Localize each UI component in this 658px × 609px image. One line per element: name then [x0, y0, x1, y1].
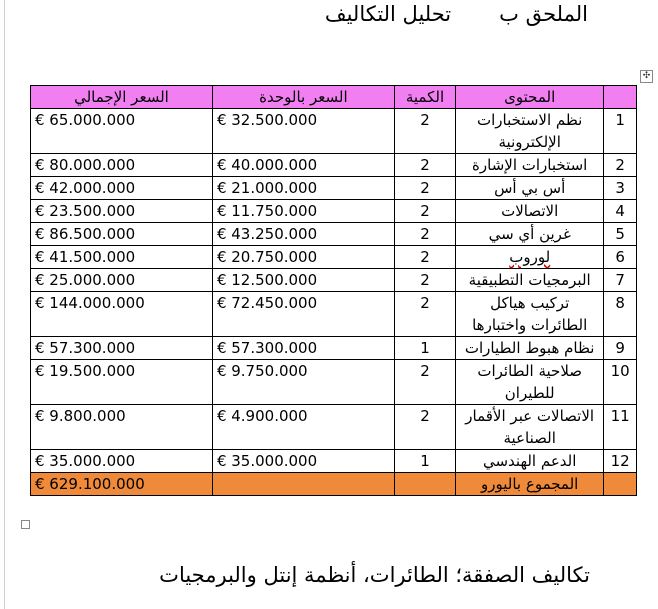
- appendix-label: الملحق ب: [499, 2, 588, 26]
- row-qty: 2: [394, 269, 455, 292]
- row-qty: 2: [394, 292, 455, 337]
- row-unit-price: € 32.500.000: [212, 109, 394, 154]
- row-unit-price: € 12.500.000: [212, 269, 394, 292]
- table-move-handle-icon[interactable]: ✣: [640, 70, 653, 83]
- row-number: 6: [604, 246, 637, 269]
- row-unit-price: € 72.450.000: [212, 292, 394, 337]
- table-row: [31, 200, 637, 223]
- table-row: [31, 292, 637, 337]
- row-total-price: € 23.500.000: [31, 200, 213, 223]
- row-number: 11: [604, 405, 637, 450]
- row-content: نظام هبوط الطيارات: [456, 337, 604, 360]
- appendix-heading: [325, 2, 588, 26]
- row-unit-price: € 40.000.000: [212, 154, 394, 177]
- row-content: الدعم الهندسي: [456, 450, 604, 473]
- row-content: غرين أي سي: [456, 223, 604, 246]
- row-total-price: € 65.000.000: [31, 109, 213, 154]
- row-qty: 2: [394, 154, 455, 177]
- row-number: 10: [604, 360, 637, 405]
- table-row: [31, 246, 637, 269]
- row-total-price: € 80.000.000: [31, 154, 213, 177]
- page-margin-line: [4, 0, 5, 609]
- row-total-price: € 19.500.000: [31, 360, 213, 405]
- row-number: 9: [604, 337, 637, 360]
- row-number: 2: [604, 154, 637, 177]
- row-total-price: € 41.500.000: [31, 246, 213, 269]
- row-total-price: € 86.500.000: [31, 223, 213, 246]
- row-qty: 1: [394, 337, 455, 360]
- spellcheck-marked-word[interactable]: لوروب: [509, 248, 551, 266]
- table-row: [31, 269, 637, 292]
- row-qty: 2: [394, 109, 455, 154]
- header-num: [604, 86, 637, 109]
- total-unit-price: [212, 473, 394, 496]
- row-total-price: € 35.000.000: [31, 450, 213, 473]
- total-row: [31, 473, 637, 496]
- row-qty: 2: [394, 405, 455, 450]
- table-caption: تكاليف الصفقة؛ الطائرات، أنظمة إنتل والبرمجيات: [159, 563, 590, 587]
- table-header-row: [31, 86, 637, 109]
- row-unit-price: € 9.750.000: [212, 360, 394, 405]
- row-total-price: € 144.000.000: [31, 292, 213, 337]
- header-qty: الكمية: [394, 86, 455, 109]
- table-row: [31, 154, 637, 177]
- table-row: [31, 109, 637, 154]
- row-total-price: € 42.000.000: [31, 177, 213, 200]
- total-qty: [394, 473, 455, 496]
- row-unit-price: € 43.250.000: [212, 223, 394, 246]
- cost-table: [30, 85, 637, 496]
- row-total-price: € 25.000.000: [31, 269, 213, 292]
- row-unit-price: € 57.300.000: [212, 337, 394, 360]
- header-total-price: السعر الإجمالي: [31, 86, 213, 109]
- row-number: 4: [604, 200, 637, 223]
- row-number: 5: [604, 223, 637, 246]
- row-qty: 2: [394, 223, 455, 246]
- row-total-price: € 57.300.000: [31, 337, 213, 360]
- table-row: [31, 360, 637, 405]
- row-content: البرمجيات التطبيقية: [456, 269, 604, 292]
- row-number: 12: [604, 450, 637, 473]
- row-content: نظم الاستخبارات الإلكترونية: [456, 109, 604, 154]
- table-row: [31, 450, 637, 473]
- row-qty: 2: [394, 360, 455, 405]
- table-resize-handle-icon[interactable]: [21, 520, 30, 529]
- row-unit-price: € 21.000.000: [212, 177, 394, 200]
- header-content: المحتوى: [456, 86, 604, 109]
- row-content: [456, 246, 604, 269]
- table-row: [31, 177, 637, 200]
- row-total-price: € 9.800.000: [31, 405, 213, 450]
- row-number: 1: [604, 109, 637, 154]
- row-number: 7: [604, 269, 637, 292]
- header-unit-price: السعر بالوحدة: [212, 86, 394, 109]
- row-qty: 2: [394, 200, 455, 223]
- row-content: صلاحية الطائرات للطيران: [456, 360, 604, 405]
- row-content: استخبارات الإشارة: [456, 154, 604, 177]
- row-qty: 1: [394, 450, 455, 473]
- table-row: [31, 337, 637, 360]
- row-content: الاتصالات عبر الأقمار الصناعية: [456, 405, 604, 450]
- total-num: [604, 473, 637, 496]
- total-label: المجموع باليورو: [456, 473, 604, 496]
- row-content: أس بي أس: [456, 177, 604, 200]
- total-value: € 629.100.000: [31, 473, 213, 496]
- row-unit-price: € 20.750.000: [212, 246, 394, 269]
- row-unit-price: € 4.900.000: [212, 405, 394, 450]
- row-unit-price: € 11.750.000: [212, 200, 394, 223]
- row-number: 3: [604, 177, 637, 200]
- row-qty: 2: [394, 177, 455, 200]
- row-unit-price: € 35.000.000: [212, 450, 394, 473]
- row-content: تركيب هياكل الطائرات واختبارها: [456, 292, 604, 337]
- table-row: [31, 405, 637, 450]
- row-content: الاتصالات: [456, 200, 604, 223]
- table-row: [31, 223, 637, 246]
- row-qty: 2: [394, 246, 455, 269]
- row-number: 8: [604, 292, 637, 337]
- appendix-title: تحليل التكاليف: [324, 2, 452, 26]
